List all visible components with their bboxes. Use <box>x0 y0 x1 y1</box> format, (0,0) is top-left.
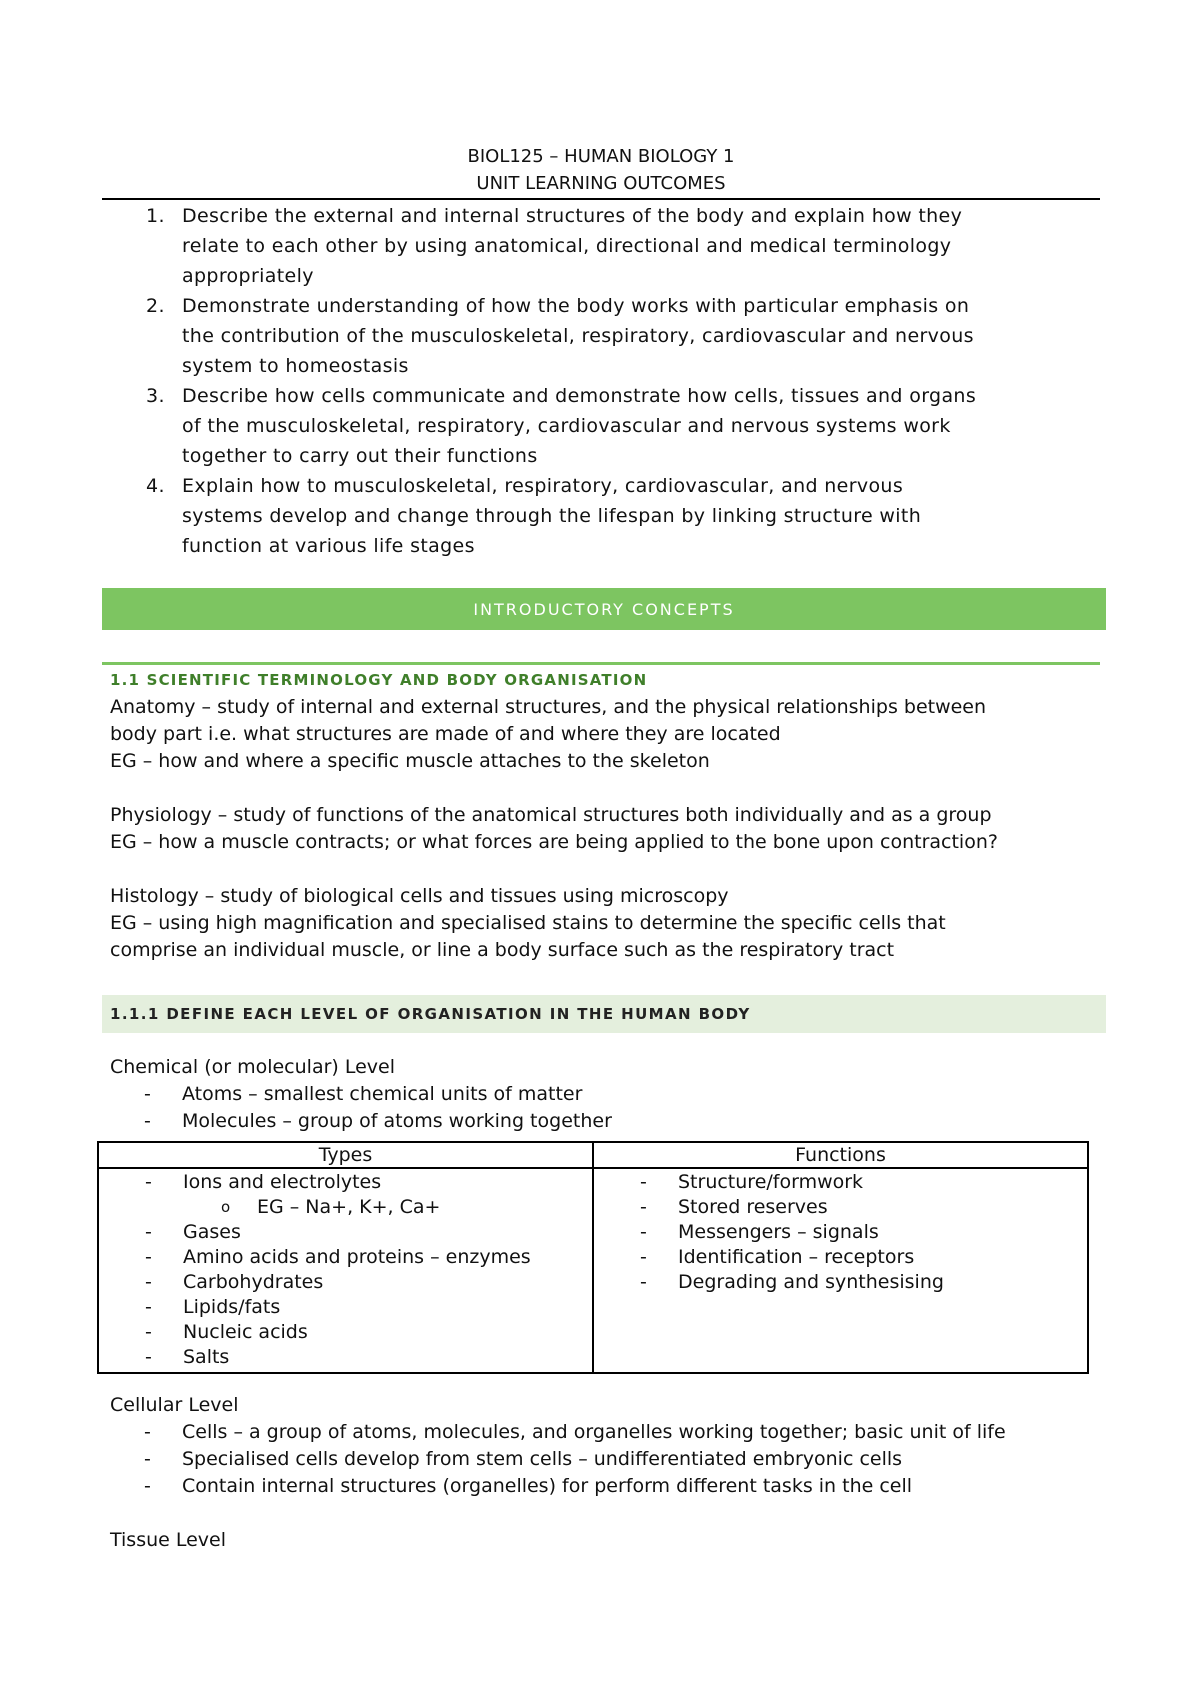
list-item <box>594 1245 1087 1270</box>
histology-definition: Histology – study of biological cells and tissues using microscopy <box>110 885 729 907</box>
list-item-text: Contain internal structures (organelles) for perform different tasks in the cell <box>182 1475 913 1497</box>
outcome-number: 2. <box>146 295 165 317</box>
outcome-number: 1. <box>146 205 165 227</box>
outcome-line: Describe how cells communicate and demonstrate how cells, tissues and organs <box>182 385 977 407</box>
outcome-line: system to homeostasis <box>182 355 409 377</box>
histology-example: EG – using high magnification and specialised stains to determine the specific cells that <box>110 912 946 934</box>
list-item <box>99 1295 592 1320</box>
list-item-text: Lipids/fats <box>183 1296 281 1318</box>
list-item-text: Amino acids and proteins – enzymes <box>183 1246 531 1268</box>
course-title: BIOL125 – HUMAN BIOLOGY 1 <box>467 146 735 167</box>
list-item-text: Identification – receptors <box>678 1246 915 1268</box>
sub-bullet: o <box>221 1198 231 1216</box>
tissue-level-heading: Tissue Level <box>110 1529 227 1551</box>
list-item-text: Messengers – signals <box>678 1221 879 1243</box>
dash-bullet: - <box>144 1475 151 1497</box>
outcome-number: 3. <box>146 385 165 407</box>
list-item <box>594 1220 1087 1245</box>
list-item <box>110 1108 1090 1135</box>
dash-bullet: - <box>145 1271 152 1293</box>
dash-bullet: - <box>145 1296 152 1318</box>
outcome-line: together to carry out their functions <box>182 445 538 467</box>
list-item-text: EG – Na+, K+, Ca+ <box>257 1196 441 1218</box>
list-item <box>594 1270 1087 1295</box>
document-header <box>102 143 1100 197</box>
functions-list <box>594 1170 1087 1295</box>
dash-bullet: - <box>144 1083 151 1105</box>
list-item-text: Carbohydrates <box>183 1271 324 1293</box>
subsection-heading: 1.1.1 DEFINE EACH LEVEL OF ORGANISATION IN THE HUMAN BODY <box>110 1005 751 1023</box>
section-banner: INTRODUCTORY CONCEPTS <box>102 588 1106 630</box>
list-item-text: Stored reserves <box>678 1196 828 1218</box>
dash-bullet: - <box>145 1321 152 1343</box>
dash-bullet: - <box>640 1171 647 1193</box>
section-heading: 1.1 SCIENTIFIC TERMINOLOGY AND BODY ORGANISATION <box>110 671 648 689</box>
outcome-item <box>102 381 1092 471</box>
anatomy-definition-cont: body part i.e. what structures are made of and where they are located <box>110 723 781 745</box>
list-item <box>110 1081 1090 1108</box>
dash-bullet: - <box>640 1271 647 1293</box>
physiology-example: EG – how a muscle contracts; or what forces are being applied to the bone upon contraction? <box>110 831 998 853</box>
cellular-level-block <box>110 1392 1090 1554</box>
dash-bullet: - <box>144 1110 151 1132</box>
anatomy-definition: Anatomy – study of internal and external structures, and the physical relationships between <box>110 696 987 718</box>
list-item <box>110 1419 1090 1446</box>
list-item <box>99 1320 592 1345</box>
outcome-line: relate to each other by using anatomical, directional and medical terminology <box>182 235 952 257</box>
dash-bullet: - <box>640 1196 647 1218</box>
dash-bullet: - <box>145 1346 152 1368</box>
dash-bullet: - <box>145 1171 152 1193</box>
list-item-text: Atoms – smallest chemical units of matter <box>182 1083 583 1105</box>
outcome-line: function at various life stages <box>182 535 475 557</box>
types-header: Types <box>98 1142 593 1168</box>
dash-bullet: - <box>145 1246 152 1268</box>
heading-divider <box>102 662 1100 665</box>
list-item <box>99 1170 592 1195</box>
functions-cell <box>593 1168 1088 1373</box>
list-item-text: Degrading and synthesising <box>678 1271 944 1293</box>
learning-outcomes-list <box>102 201 1092 561</box>
dash-bullet: - <box>144 1448 151 1470</box>
outcome-line: the contribution of the musculoskeletal, respiratory, cardiovascular and nervous <box>182 325 974 347</box>
anatomy-example: EG – how and where a specific muscle attaches to the skeleton <box>110 750 710 772</box>
list-item <box>99 1245 592 1270</box>
list-item-text: Specialised cells develop from stem cells – undifferentiated embryonic cells <box>182 1448 903 1470</box>
dash-bullet: - <box>144 1421 151 1443</box>
list-item-text: Molecules – group of atoms working together <box>182 1110 612 1132</box>
outcome-item <box>102 471 1092 561</box>
list-item <box>110 1446 1090 1473</box>
cellular-level-heading: Cellular Level <box>110 1394 239 1416</box>
list-item-text: Salts <box>183 1346 230 1368</box>
list-item <box>99 1195 592 1220</box>
outcome-item <box>102 201 1092 291</box>
types-functions-table <box>97 1141 1089 1374</box>
list-item <box>99 1220 592 1245</box>
list-item-text: Gases <box>183 1221 241 1243</box>
histology-example-cont: comprise an individual muscle, or line a body surface such as the respiratory tract <box>110 939 895 961</box>
dash-bullet: - <box>145 1221 152 1243</box>
list-item <box>99 1270 592 1295</box>
types-cell <box>98 1168 593 1373</box>
chemical-level-heading: Chemical (or molecular) Level <box>110 1056 396 1078</box>
list-item <box>594 1170 1087 1195</box>
outcome-line: Describe the external and internal structures of the body and explain how they <box>182 205 963 227</box>
definitions-block <box>110 694 1090 964</box>
subsection-heading-band <box>102 995 1106 1033</box>
list-item-text: Structure/formwork <box>678 1171 864 1193</box>
list-item <box>594 1195 1087 1220</box>
physiology-definition: Physiology – study of functions of the anatomical structures both individually and as a group <box>110 804 992 826</box>
list-item-text: Cells – a group of atoms, molecules, and organelles working together; basic unit of life <box>182 1421 1006 1443</box>
types-list <box>99 1170 592 1370</box>
list-item-text: Nucleic acids <box>183 1321 308 1343</box>
unit-outcomes-title: UNIT LEARNING OUTCOMES <box>476 173 726 194</box>
outcome-item <box>102 291 1092 381</box>
dash-bullet: - <box>640 1221 647 1243</box>
outcome-line: of the musculoskeletal, respiratory, cardiovascular and nervous systems work <box>182 415 951 437</box>
title-divider <box>102 198 1100 200</box>
dash-bullet: - <box>640 1246 647 1268</box>
outcome-line: appropriately <box>182 265 314 287</box>
outcome-number: 4. <box>146 475 165 497</box>
list-item-text: Ions and electrolytes <box>183 1171 382 1193</box>
outcome-line: Explain how to musculoskeletal, respiratory, cardiovascular, and nervous <box>182 475 904 497</box>
outcome-line: systems develop and change through the lifespan by linking structure with <box>182 505 922 527</box>
list-item <box>99 1345 592 1370</box>
list-item <box>110 1473 1090 1500</box>
cellular-level-list <box>110 1419 1090 1500</box>
functions-header: Functions <box>593 1142 1088 1168</box>
chemical-level-block <box>110 1054 1090 1135</box>
chemical-level-list <box>110 1081 1090 1135</box>
outcome-line: Demonstrate understanding of how the body works with particular emphasis on <box>182 295 970 317</box>
